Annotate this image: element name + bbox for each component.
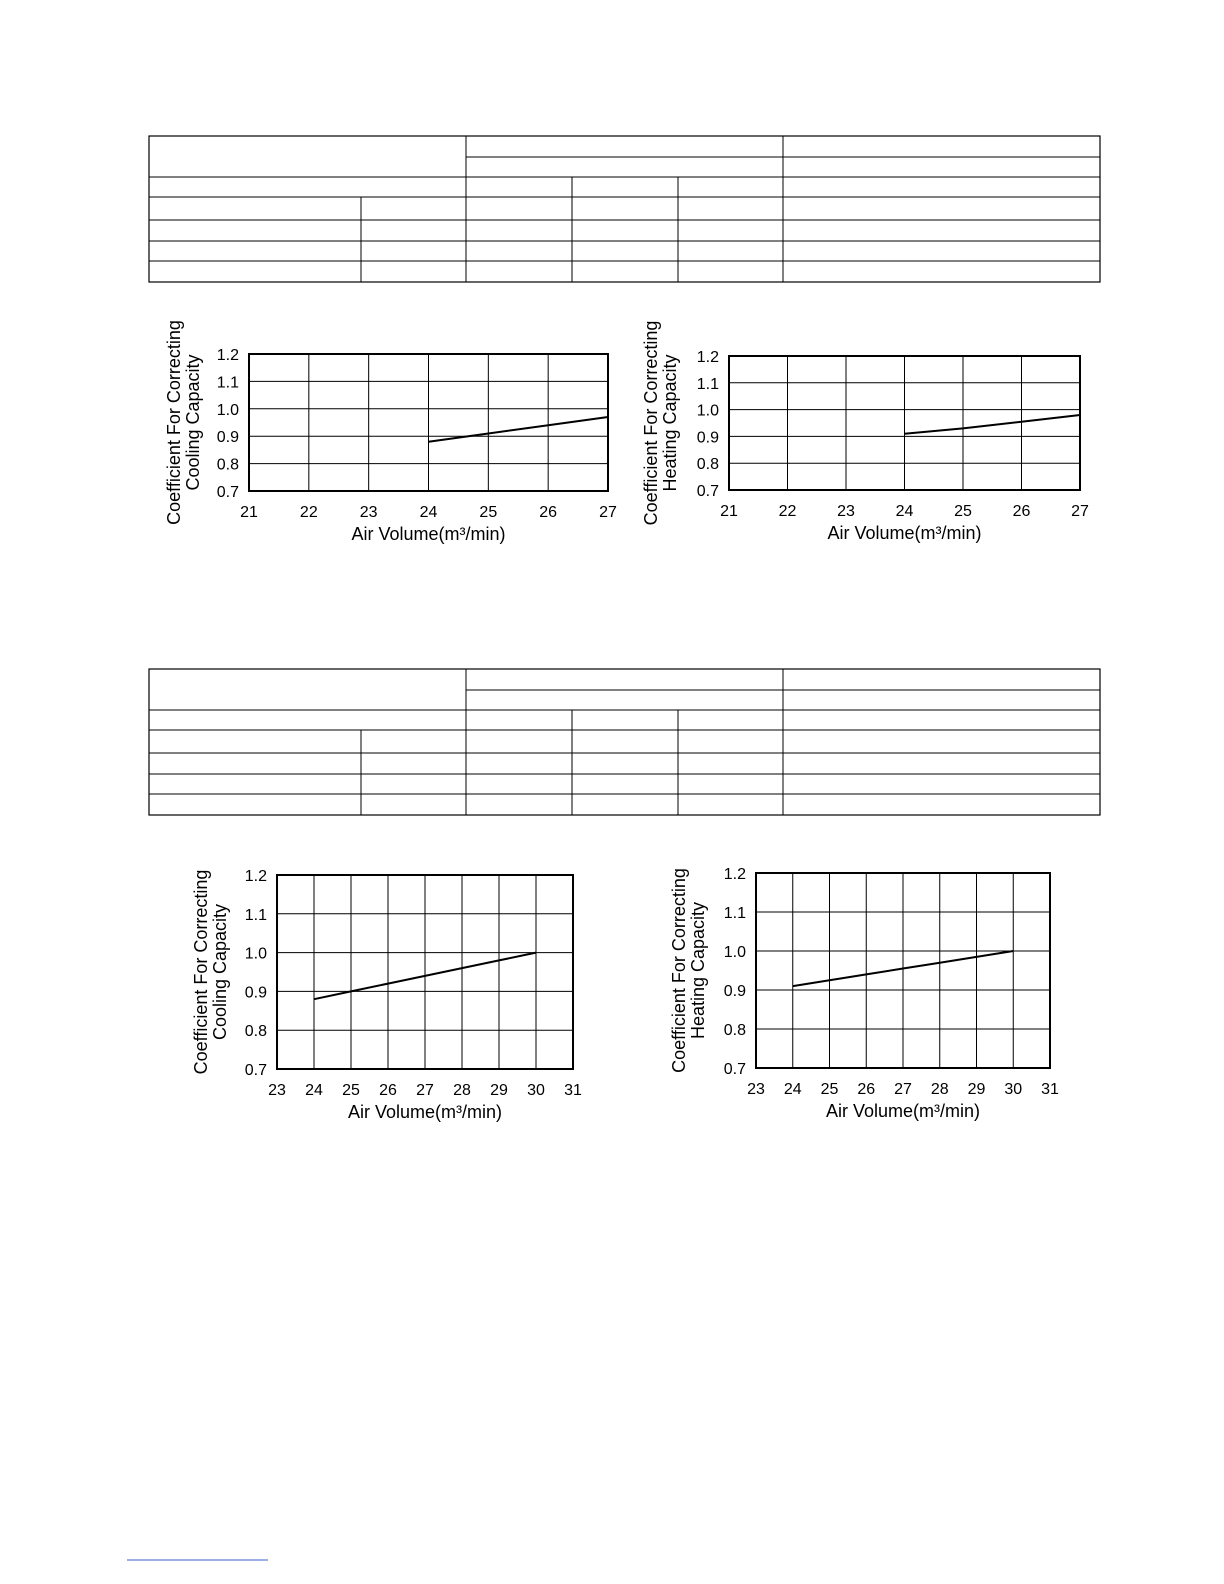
y-tick-label: 0.7 (216, 484, 239, 501)
y-tick-label: 1.1 (696, 375, 719, 393)
y-tick-label: 1.2 (244, 868, 267, 885)
y-tick-label: 1.0 (244, 945, 267, 963)
x-tick-label: 26 (539, 504, 558, 521)
y-tick-label: 0.9 (244, 984, 267, 1002)
spec-table-2 (149, 669, 1100, 815)
y-axis-title: Coefficient For Correcting (191, 869, 211, 1075)
x-tick-label: 23 (747, 1081, 765, 1098)
chart-cooling-capacity-2 (191, 868, 582, 1122)
y-axis-title: Coefficient For Correcting (669, 868, 689, 1073)
y-axis-title: Cooling Capacity (210, 903, 230, 1041)
x-tick-label: 23 (837, 503, 855, 520)
x-tick-label: 29 (967, 1081, 986, 1098)
table-frame (149, 136, 1100, 282)
series-line (905, 415, 1081, 434)
x-tick-label: 30 (527, 1082, 545, 1099)
x-tick-label: 24 (783, 1081, 802, 1098)
y-axis-title: Coefficient For Correcting (641, 320, 661, 526)
y-tick-label: 1.2 (216, 347, 239, 364)
y-axis-title: Cooling Capacity (183, 354, 203, 491)
x-tick-label: 25 (342, 1082, 360, 1099)
x-tick-label: 25 (954, 503, 972, 520)
x-tick-label: 27 (894, 1081, 912, 1098)
y-axis-title: Heating Capacity (688, 901, 708, 1040)
x-tick-label: 24 (419, 504, 438, 521)
table-frame (149, 669, 1100, 815)
x-tick-label: 21 (720, 503, 738, 520)
x-tick-label: 31 (1041, 1081, 1059, 1098)
y-tick-label: 1.2 (723, 866, 746, 883)
x-axis-title: Air Volume(m³/min) (827, 523, 982, 543)
x-axis-title: Air Volume(m³/min) (351, 524, 506, 544)
x-tick-label: 29 (490, 1082, 508, 1099)
x-axis-title: Air Volume(m³/min) (347, 1102, 503, 1122)
y-tick-label: 1.1 (723, 905, 746, 922)
x-tick-label: 26 (857, 1081, 876, 1098)
x-tick-label: 22 (299, 504, 318, 521)
x-tick-label: 27 (1071, 503, 1089, 520)
y-tick-label: 0.9 (696, 429, 719, 447)
x-tick-label: 23 (359, 504, 378, 521)
y-tick-label: 1.2 (696, 349, 719, 366)
x-tick-label: 24 (895, 503, 914, 520)
y-tick-label: 0.8 (696, 456, 719, 474)
chart-heating-capacity-2 (669, 866, 1059, 1121)
y-axis-title: Coefficient For Correcting (164, 320, 184, 525)
chart-cooling-capacity-1 (164, 320, 617, 544)
y-tick-label: 1.0 (696, 402, 719, 420)
x-tick-label: 24 (305, 1082, 323, 1099)
x-tick-label: 27 (599, 504, 617, 521)
x-tick-label: 25 (820, 1081, 839, 1098)
y-tick-label: 0.9 (216, 429, 239, 447)
spec-table-1 (149, 136, 1100, 282)
x-tick-label: 31 (564, 1082, 582, 1099)
y-tick-label: 0.8 (244, 1023, 267, 1041)
y-tick-label: 0.7 (723, 1061, 746, 1078)
x-tick-label: 27 (416, 1082, 434, 1099)
y-tick-label: 0.7 (696, 483, 719, 500)
chart-heating-capacity-1 (641, 321, 1089, 543)
y-tick-label: 1.0 (216, 401, 239, 419)
x-tick-label: 28 (453, 1082, 471, 1099)
x-axis-title: Air Volume(m³/min) (825, 1101, 981, 1121)
y-axis-title: Heating Capacity (660, 354, 680, 492)
x-tick-label: 26 (1012, 503, 1031, 520)
x-tick-label: 26 (379, 1082, 397, 1099)
x-tick-label: 21 (240, 504, 258, 521)
x-tick-label: 23 (268, 1082, 286, 1099)
y-tick-label: 1.1 (216, 374, 239, 392)
x-tick-label: 28 (930, 1081, 949, 1098)
x-tick-label: 22 (778, 503, 797, 520)
y-tick-label: 0.9 (723, 983, 746, 1000)
x-tick-label: 30 (1004, 1081, 1023, 1098)
y-tick-label: 0.7 (244, 1062, 267, 1079)
y-tick-label: 1.0 (723, 944, 746, 961)
y-tick-label: 1.1 (244, 906, 267, 924)
x-tick-label: 25 (479, 504, 498, 521)
y-tick-label: 0.8 (723, 1022, 746, 1039)
series-line (429, 417, 609, 442)
y-tick-label: 0.8 (216, 456, 239, 474)
